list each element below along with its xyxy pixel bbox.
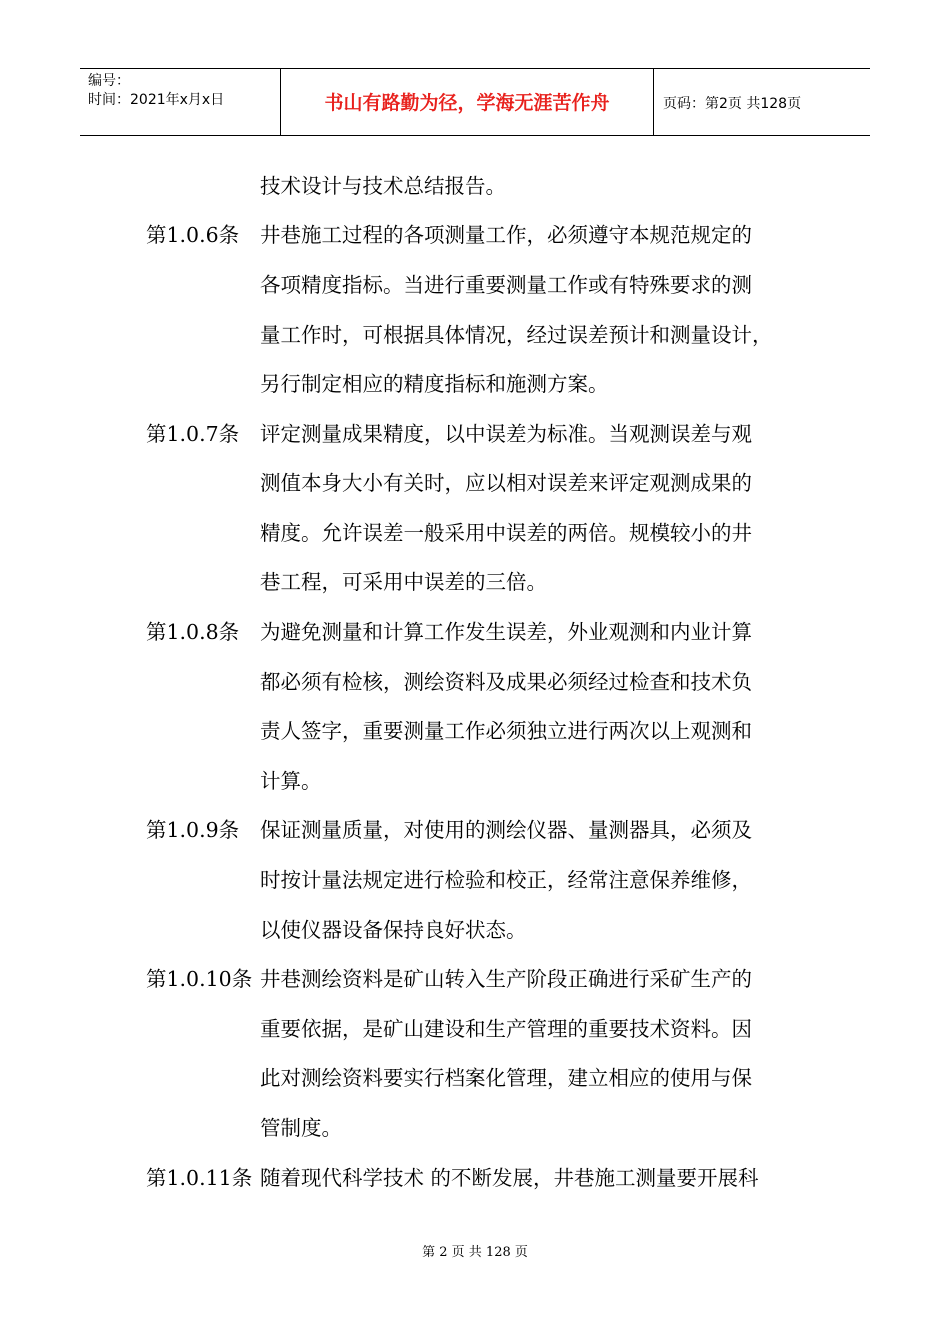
clause-label-1-0-6: 第1.0.6条 (146, 223, 240, 247)
body-line: 技术设计与技术总结报告。 (260, 174, 506, 198)
clause-label-1-0-9: 第1.0.9条 (146, 818, 240, 842)
body-line: 都必须有检核，测绘资料及成果必须经过检查和技术负 (260, 670, 752, 694)
body-line: 管制度。 (260, 1116, 342, 1140)
header-number-label: 编号： (88, 73, 130, 89)
body-line: 为避免测量和计算工作发生误差，外业观测和内业计算 (260, 620, 752, 644)
page-header (80, 68, 870, 136)
body-line: 责人签字，重要测量工作必须独立进行两次以上观测和 (260, 719, 752, 743)
body-line: 此对测绘资料要实行档案化管理，建立相应的使用与保 (260, 1066, 752, 1090)
body-line: 各项精度指标。当进行重要测量工作或有特殊要求的测 (260, 273, 752, 297)
header-motto: 书山有路勤为径，学海无涯苦作舟 (324, 92, 610, 114)
body-line: 以使仪器设备保持良好状态。 (260, 918, 527, 942)
header-info-cell (80, 69, 281, 135)
body-line: 量工作时，可根据具体情况，经过误差预计和测量设计， (260, 323, 773, 347)
body-line: 测值本身大小有关时，应以相对误差来评定观测成果的 (260, 471, 752, 495)
clause-label-1-0-8: 第1.0.8条 (146, 620, 240, 644)
body-line: 另行制定相应的精度指标和施测方案。 (260, 372, 609, 396)
body-line: 随着现代科学技术 的不断发展，井巷施工测量要开展科 (260, 1166, 759, 1190)
body-line: 精度。允许误差一般采用中误差的两倍。规模较小的井 (260, 521, 752, 545)
header-motto-cell (281, 69, 654, 135)
header-page-cell (654, 69, 870, 135)
body-line: 井巷施工过程的各项测量工作，必须遵守本规范规定的 (260, 223, 752, 247)
page-footer: 第 2 页 共 128 页 (422, 1245, 528, 1260)
body-line: 计算。 (260, 769, 322, 793)
clause-label-1-0-10: 第1.0.10条 (146, 967, 253, 991)
body-line: 评定测量成果精度，以中误差为标准。当观测误差与观 (260, 422, 752, 446)
clause-label-1-0-11: 第1.0.11条 (146, 1166, 253, 1190)
header-page-label: 页码：第2页 共128页 (663, 96, 802, 112)
body-line: 保证测量质量，对使用的测绘仪器、量测器具，必须及 (260, 818, 752, 842)
body-line: 井巷测绘资料是矿山转入生产阶段正确进行采矿生产的 (260, 967, 752, 991)
body-line: 重要依据，是矿山建设和生产管理的重要技术资料。因 (260, 1017, 752, 1041)
clause-label-1-0-7: 第1.0.7条 (146, 422, 240, 446)
body-line: 时按计量法规定进行检验和校正，经常注意保养维修， (260, 868, 752, 892)
body-line: 巷工程，可采用中误差的三倍。 (260, 570, 547, 594)
header-date-label: 时间：2021年x月x日 (88, 92, 225, 108)
